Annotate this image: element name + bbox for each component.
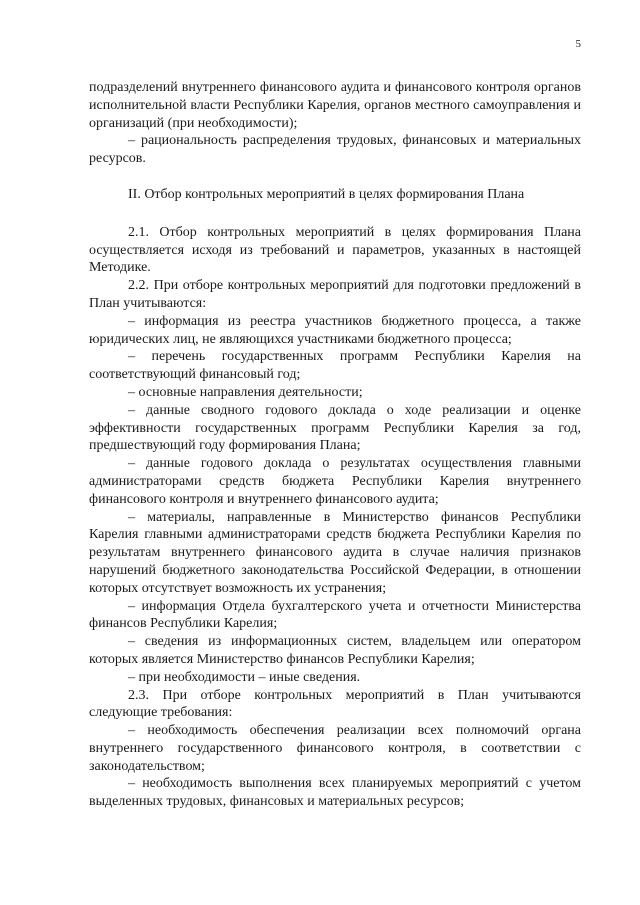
document-body xyxy=(89,79,581,811)
list-item: – рациональность распределения трудовых, финансовых и материальных ресурсов. xyxy=(89,133,581,167)
list-item: – при необходимости – иные сведения. xyxy=(128,669,361,685)
list-item: – информация из реестра участников бюджетного процесса, а также юридических лиц, не являющихся участниками бюджетного процесса; xyxy=(89,313,581,347)
list-item: – перечень государственных программ Республики Карелия на соответствующий финансовый год; xyxy=(89,349,581,383)
list-item: – сведения из информационных систем, владельцем или оператором которых является Министерство финансов Республики Карелия; xyxy=(89,634,581,667)
list-item: – необходимость обеспечения реализации всех полномочий органа внутреннего государственного финансового контроля, в соответствии с законодательством; xyxy=(89,723,581,774)
list-item: – данные сводного годового доклада о ходе реализации и оценке эффективности государственных программ Республики Карелия за год, предшествующий году формирования Плана; xyxy=(89,402,581,454)
page-number: 5 xyxy=(575,38,581,50)
list-item: – информация Отдела бухгалтерского учета и отчетности Министерства финансов Республики Карелия; xyxy=(89,598,581,632)
list-item: – необходимость выполнения всех планируемых мероприятий с учетом выделенных трудовых, финансовых и материальных ресурсов; xyxy=(89,776,581,810)
section-heading: II. Отбор контрольных мероприятий в целях формирования Плана xyxy=(128,186,525,202)
list-item: – материалы, направленные в Министерство финансов Республики Карелия главными администраторами средств бюджета Республики Карелия по результатам внутреннего финансового аудита в случае наличия признаков нарушений бюджетного законодательства Российской Федерации, в отношении которых отсутствует возможность их устранения; xyxy=(89,509,581,596)
list-item: – основные направления деятельности; xyxy=(128,384,363,400)
paragraph: подразделений внутреннего финансового аудита и финансового контроля органов исполнительной власти Республики Карелия, органов местного самоуправления и организаций (при необходимости); xyxy=(89,80,581,131)
paragraph: 2.3. При отборе контрольных мероприятий в План учитываются следующие требования: xyxy=(89,687,581,721)
paragraph: 2.2. При отборе контрольных мероприятий для подготовки предложений в План учитываются: xyxy=(89,278,581,311)
paragraph: 2.1. Отбор контрольных мероприятий в целях формирования Плана осуществляется исходя из требований и параметров, указанных в настоящей Методике. xyxy=(89,224,581,276)
list-item: – данные годового доклада о результатах осуществления главными администраторами средств бюджета Республики Карелия внутреннего финансового контроля и внутреннего финансового аудита; xyxy=(89,456,581,507)
